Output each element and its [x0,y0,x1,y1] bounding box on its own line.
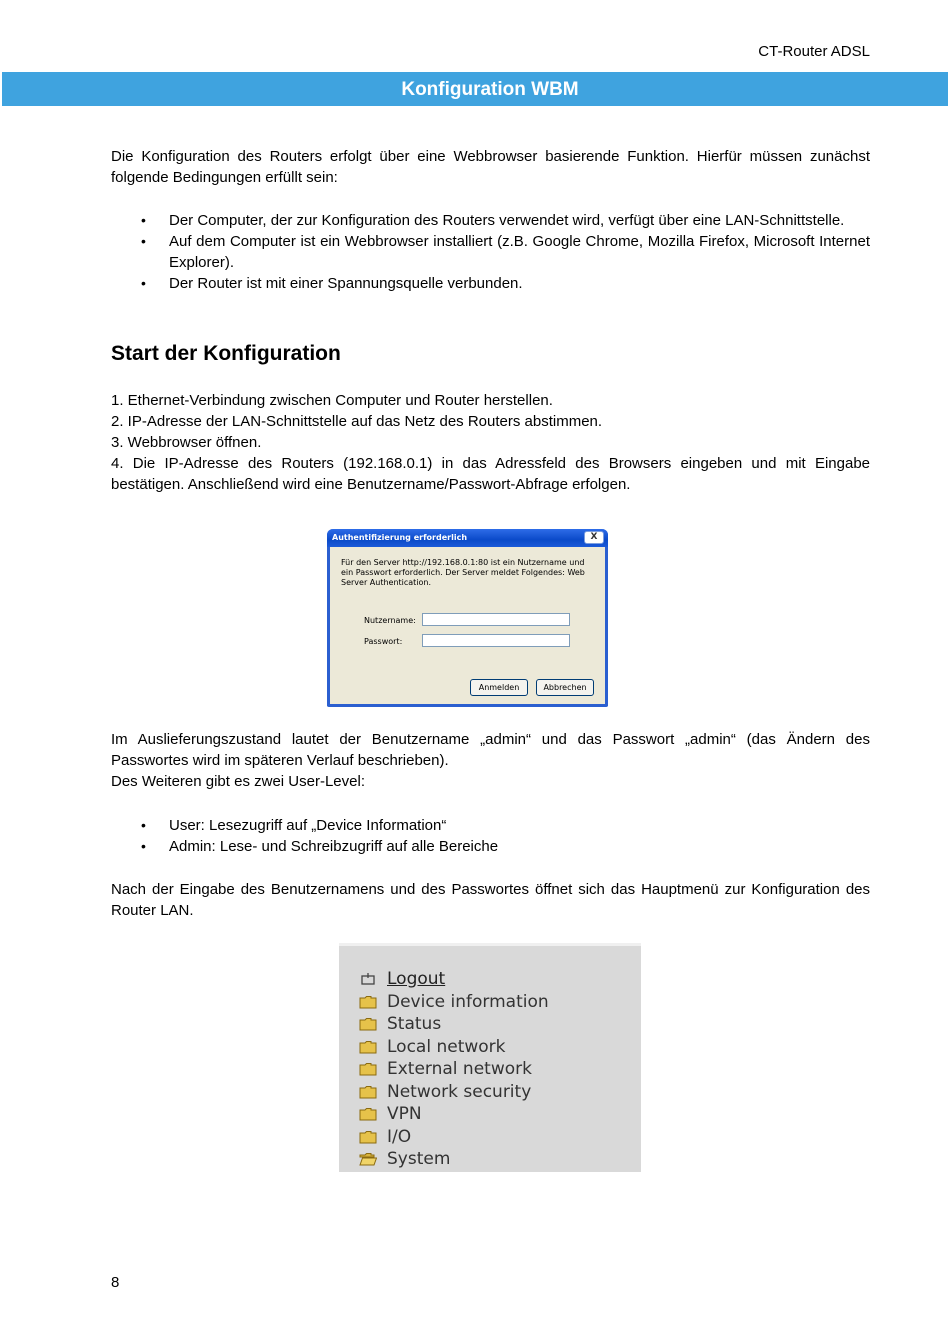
folder-icon [359,995,377,1009]
header-product-name: CT-Router ADSL [758,43,870,60]
folder-icon [359,1085,377,1099]
folder-icon [359,1107,377,1121]
open-folder-icon [359,1152,377,1166]
menu-item-system[interactable] [359,1148,450,1170]
close-icon[interactable]: X [584,531,604,544]
cancel-button[interactable]: Abbrechen [536,679,594,696]
main-menu [339,943,641,1172]
list-item: • Der Router ist mit einer Spannungsquelle verbunden. [111,273,870,294]
menu-item-status[interactable] [359,1013,441,1035]
menu-item-logout[interactable] [359,968,445,990]
menu-item-label: Logout [387,968,446,989]
page-title-text: Konfiguration WBM [401,78,579,100]
menu-item-network-security[interactable] [359,1081,531,1103]
menu-item-local-network[interactable] [359,1036,506,1058]
menu-item-label: I/O [387,1126,412,1147]
list-item: 3. Webbrowser öffnen. [111,434,262,451]
list-item: 4. Die IP-Adresse des Routers (192.168.0.1) in das Adressfeld des Browsers eingeben und mit Eingabe bestätigen. Anschließend wird eine Benutzername/Passwort-Abfrage erfolgen. [111,455,870,493]
dialog-title: Authentifizierung erforderlich [332,533,468,542]
page-title [2,72,948,106]
after-login-paragraph: Nach der Eingabe des Benutzernamens und des Passwortes öffnet sich das Hauptmenü zur Konfiguration des Router LAN. [111,881,870,919]
folder-icon [359,1130,377,1144]
section-heading: Start der Konfiguration [111,342,341,365]
menu-item-label: VPN [387,1103,422,1124]
menu-item-vpn[interactable] [359,1103,422,1125]
menu-item-device-information[interactable] [359,991,549,1013]
dialog-message: Für den Server http://192.168.0.1:80 ist ein Nutzername und ein Passwort erforderlich. Der Server meldet Folgendes: Web Server Authentication. [341,558,585,587]
intro-paragraph: Die Konfiguration des Routers erfolgt über eine Webbrowser basierende Funktion. Hierfür müssen zunächst folgende Bedingungen erfüllt sein: [111,148,870,186]
list-item: • Admin: Lese- und Schreibzugriff auf alle Bereiche [111,836,870,857]
folder-icon [359,1062,377,1076]
list-item: • User: Lesezugriff auf „Device Information“ [111,815,870,836]
menu-item-label: Device information [387,991,549,1012]
default-credentials-paragraph: Im Auslieferungszustand lautet der Benutzername „admin“ und das Passwort „admin“ (das Ändern des Passwortes wird im späteren Verlauf beschrieben). [111,731,870,769]
username-label: Nutzername: [364,616,416,625]
dialog-titlebar [327,529,608,547]
list-item: 1. Ethernet-Verbindung zwischen Computer und Router herstellen. [111,392,553,409]
list-item: 2. IP-Adresse der LAN-Schnittstelle auf das Netz des Routers abstimmen. [111,413,603,430]
page-number: 8 [111,1274,120,1291]
logout-icon [359,972,377,986]
requirements-list [111,210,870,294]
password-label: Passwort: [364,637,403,646]
username-field[interactable] [422,613,570,626]
menu-item-label: System [387,1148,451,1169]
menu-item-io[interactable] [359,1126,411,1148]
menu-item-label: Local network [387,1036,506,1057]
user-levels-intro: Des Weiteren gibt es zwei User-Level: [111,773,365,790]
list-item: • Auf dem Computer ist ein Webbrowser installiert (z.B. Google Chrome, Mozilla Firefox, Microsoft Internet Explorer). [111,231,870,273]
password-field[interactable] [422,634,570,647]
login-button[interactable]: Anmelden [470,679,528,696]
user-levels-list [111,815,870,857]
folder-icon [359,1040,377,1054]
steps-list [111,390,870,495]
menu-item-label: Network security [387,1081,532,1102]
folder-icon [359,1017,377,1031]
auth-dialog [327,529,608,707]
menu-item-external-network[interactable] [359,1058,532,1080]
list-item: • Der Computer, der zur Konfiguration des Routers verwendet wird, verfügt über eine LAN-Schnittstelle. [111,210,870,231]
menu-item-label: Status [387,1013,442,1034]
menu-item-label: External network [387,1058,532,1079]
